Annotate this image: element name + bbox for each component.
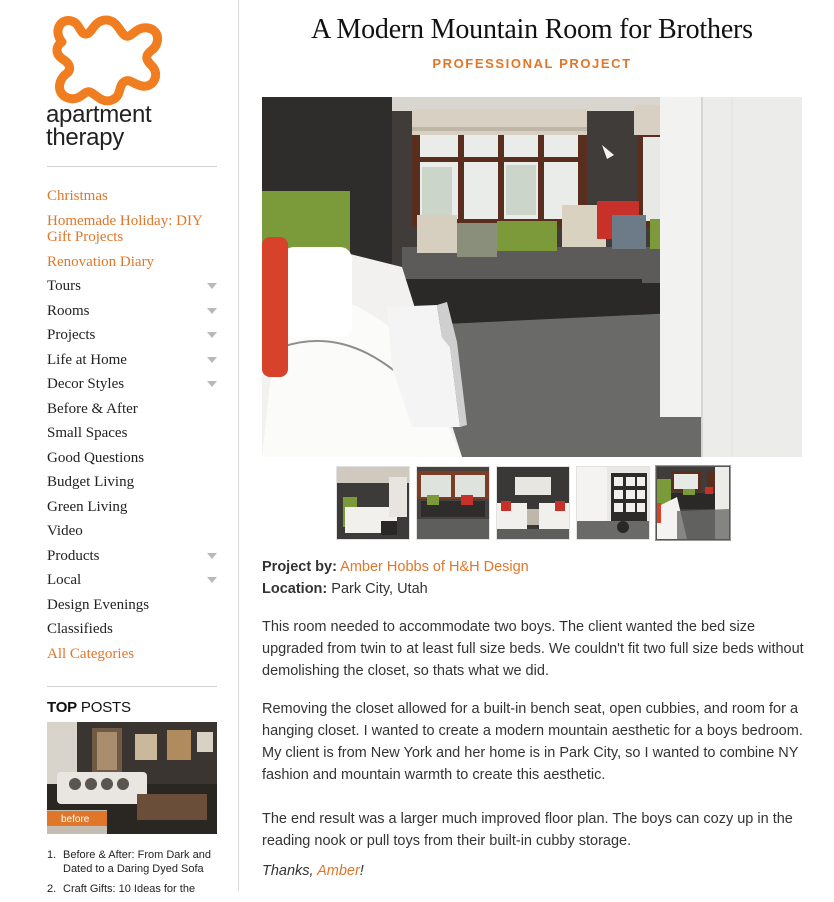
- thumbnail-3[interactable]: [496, 466, 570, 540]
- article-body: [262, 556, 807, 882]
- top-post-title[interactable]: Before & After: From Dark and Dated to a Daring Dyed Sofa: [63, 849, 211, 875]
- project-meta: [262, 556, 807, 600]
- thumbnail-4[interactable]: [576, 466, 650, 540]
- nav-item-label: Green Living: [47, 498, 128, 515]
- nav-item-label: Decor Styles: [47, 376, 125, 392]
- project-by-label: Project by:: [262, 559, 337, 575]
- top-post-thumbnail[interactable]: [47, 722, 217, 834]
- nav-item-renovation-diary[interactable]: [47, 250, 217, 275]
- nav-item-products[interactable]: [47, 544, 217, 569]
- nav-item-design-evenings[interactable]: [47, 593, 217, 618]
- thumbnail-1[interactable]: [336, 466, 410, 540]
- nav-item-label: Projects: [47, 327, 96, 343]
- caret-down-icon[interactable]: [207, 381, 217, 387]
- nav-item-label: Video: [47, 523, 83, 539]
- nav-item-life-at-home[interactable]: [47, 348, 217, 373]
- nav-item-tours[interactable]: [47, 274, 217, 299]
- nav-item-label: Renovation Diary: [47, 253, 155, 270]
- nav-item-christmas[interactable]: [47, 184, 217, 209]
- top-posts-list: [47, 848, 222, 902]
- nav-item-local[interactable]: [47, 568, 217, 593]
- nav-item-label: Before & After: [47, 400, 138, 417]
- nav-item-budget-living[interactable]: [47, 470, 217, 495]
- caret-down-icon[interactable]: [207, 308, 217, 314]
- nav-item-label: Budget Living: [47, 474, 135, 490]
- nav-item-label: Homemade Holiday: DIY Gift Projects: [47, 212, 203, 245]
- article-paragraph-1: This room needed to accommodate two boys. The client wanted the bed size upgraded from twin to at least full size beds. We couldn't fit two full size beds without demolishing the closet, so thats what we did.: [262, 619, 804, 679]
- nav-item-before-after[interactable]: [47, 397, 217, 422]
- top-post-title[interactable]: Craft Gifts: 10 Ideas for the: [63, 883, 196, 895]
- nav-item-label: Design Evenings: [47, 596, 150, 613]
- category-nav: [47, 184, 217, 666]
- nav-item-label: All Categories: [47, 645, 135, 662]
- top-post-number: 1.: [47, 849, 57, 861]
- hero-photo-bedroom[interactable]: [262, 97, 802, 457]
- top-post-number: 2.: [47, 883, 57, 895]
- top-posts-heading-rest: POSTS: [76, 699, 131, 716]
- logo-text-therapy: therapy: [46, 124, 124, 151]
- nav-item-green-living[interactable]: [47, 495, 217, 520]
- thanks-suffix: !: [359, 863, 364, 879]
- nav-item-rooms[interactable]: [47, 299, 217, 324]
- article-paragraph-3: The end result was a larger much improved floor plan. The boys can cozy up in the reading nook or pull toys from their built-in cubby storage.: [262, 811, 793, 849]
- nav-item-label: Products: [47, 547, 100, 564]
- top-post-item[interactable]: [47, 882, 222, 896]
- caret-down-icon[interactable]: [207, 577, 217, 583]
- nav-item-label: Local: [47, 572, 82, 588]
- nav-item-classifieds[interactable]: [47, 617, 217, 642]
- logo-text-apartment: apartment: [46, 101, 152, 128]
- caret-down-icon[interactable]: [207, 553, 217, 559]
- nav-item-decor-styles[interactable]: [47, 372, 217, 397]
- top-posts-heading-bold: TOP: [47, 699, 77, 716]
- thanks-author-link[interactable]: Amber: [317, 863, 360, 879]
- caret-down-icon[interactable]: [207, 357, 217, 363]
- top-post-item[interactable]: [47, 848, 222, 876]
- nav-item-all-categories[interactable]: [47, 642, 217, 667]
- thumbnail-2[interactable]: [416, 466, 490, 540]
- thanks-prefix: Thanks,: [262, 863, 318, 879]
- sidebar: [0, 0, 239, 895]
- nav-item-label: Life at Home: [47, 351, 127, 368]
- article-title: A Modern Mountain Room for Brothers: [311, 14, 753, 45]
- caret-down-icon[interactable]: [207, 283, 217, 289]
- nav-item-label: Good Questions: [47, 449, 145, 466]
- before-badge: before: [61, 814, 90, 825]
- nav-item-label: Small Spaces: [47, 425, 128, 441]
- nav-item-good-questions[interactable]: [47, 446, 217, 471]
- thumbnail-5[interactable]: [656, 466, 730, 540]
- article-thanks: [262, 860, 807, 882]
- nav-item-label: Rooms: [47, 302, 90, 319]
- article-category[interactable]: PROFESSIONAL PROJECT: [432, 56, 632, 71]
- nav-item-projects[interactable]: [47, 323, 217, 348]
- nav-item-label: Tours: [47, 278, 81, 294]
- nav-item-label: Christmas: [47, 188, 108, 204]
- nav-item-label: Classifieds: [47, 621, 113, 637]
- caret-down-icon[interactable]: [207, 332, 217, 338]
- top-posts-heading: [47, 699, 131, 716]
- nav-item-video[interactable]: [47, 519, 217, 544]
- article-paragraph-2: Removing the closet allowed for a built-in bench seat, open cubbies, and room for a hanging closet. I wanted to create a modern mountain aesthetic for a boys bedroom. My client is from New York and her home is in Park City, so I wanted to combine NY fashion and mountain warmth to create this aesthetic.: [262, 701, 803, 783]
- location-value: Park City, Utah: [331, 581, 428, 597]
- nav-item-small-spaces[interactable]: [47, 421, 217, 446]
- designer-link[interactable]: Amber Hobbs of H&H Design: [340, 559, 529, 575]
- nav-item-homemade-holiday-diy-gift-projects[interactable]: [47, 209, 217, 250]
- location-label: Location:: [262, 581, 328, 597]
- sidebar-divider: [47, 166, 217, 167]
- sidebar-divider: [47, 686, 217, 687]
